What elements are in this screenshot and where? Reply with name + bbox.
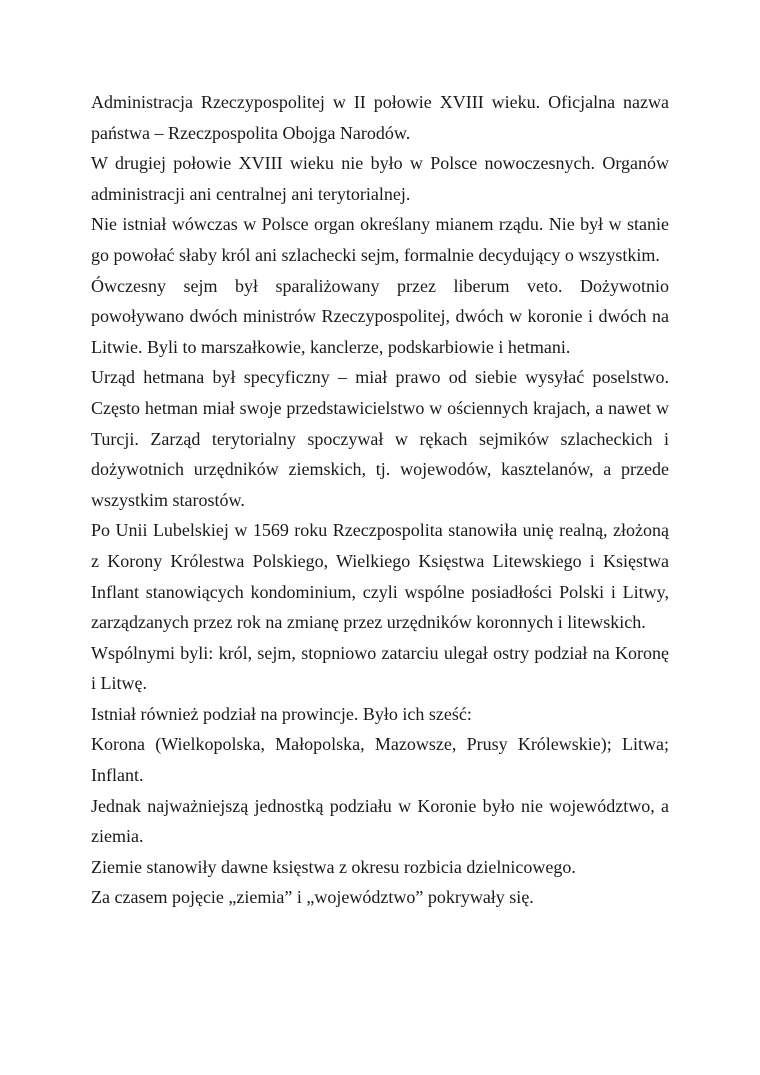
paragraph-9: Korona (Wielkopolska, Małopolska, Mazowsze, Prusy Królewskie); Litwa; Inflant. — [91, 734, 669, 786]
paragraph-11: Ziemie stanowiły dawne księstwa z okresu rozbicia dzielnicowego. — [91, 856, 576, 877]
paragraph-4: Ówczesny sejm był sparaliżowany przez liberum veto. Dożywotnio powoływano dwóch ministrów Rzeczypospolitej, dwóch w koronie i dwóch na Litwie. Byli to marszałkowie, kanclerze, podskarbiowie i hetmani. — [91, 275, 669, 357]
paragraph-7: Wspólnymi byli: król, sejm, stopniowo zatarciu ulegał ostry podział na Koronę i Litwę. — [91, 642, 669, 694]
paragraph-1: Administracja Rzeczypospolitej w II połowie XVIII wieku. Oficjalna nazwa państwa – Rzeczpospolita Obojga Narodów. — [91, 92, 669, 143]
document-page — [91, 87, 669, 913]
paragraph-2: W drugiej połowie XVIII wieku nie było w Polsce nowoczesnych. Organów administracji ani centralnej ani terytorialnej. — [91, 153, 669, 204]
paragraph-6: Po Unii Lubelskiej w 1569 roku Rzeczpospolita stanowiła unię realną, złożoną z Korony Królestwa Polskiego, Wielkiego Księstwa Litewskiego i Księstwa Inflant stanowiących kondominium, czyli wspólne posiadłości Polski i Litwy, zarządzanych przez rok na zmianę przez urzędników koronnych i litewskich. — [91, 520, 669, 633]
paragraph-5: Urząd hetmana był specyficzny – miał prawo od siebie wysyłać poselstwo. Często hetman miał swoje przedstawicielstwo w ościennych krajach, a nawet w Turcji. Zarząd terytorialny spoczywał w rękach sejmików szlacheckich i dożywotnich urzędników ziemskich, tj. wojewodów, kasztelanów, a przede wszystkim starostów. — [91, 367, 669, 510]
paragraph-10: Jednak najważniejszą jednostką podziału w Koronie było nie województwo, a ziemia. — [91, 795, 669, 847]
paragraph-12: Za czasem pojęcie „ziemia” i „województwo” pokrywały się. — [91, 887, 534, 908]
paragraph-3: Nie istniał wówczas w Polsce organ określany mianem rządu. Nie był w stanie go powołać słaby król ani szlachecki sejm, formalnie decydujący o wszystkim. — [91, 214, 669, 265]
paragraph-8: Istniał również podział na prowincje. Było ich sześć: — [91, 703, 472, 724]
